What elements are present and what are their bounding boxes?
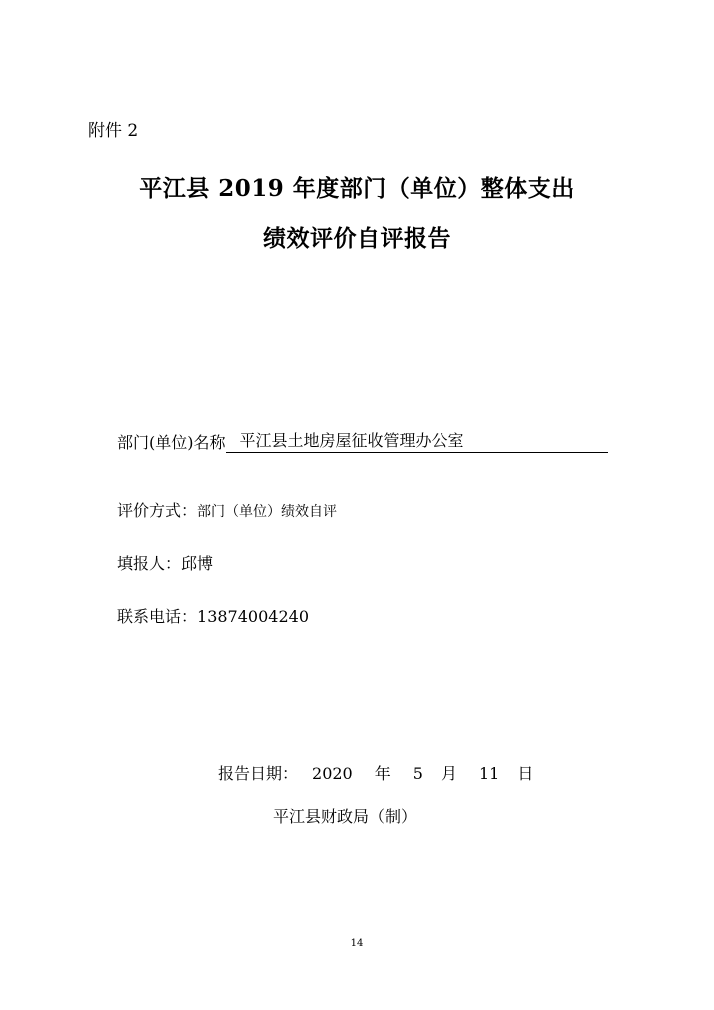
department-field xyxy=(117,428,608,453)
report-date xyxy=(218,761,533,784)
attachment-label: 附件 2 xyxy=(88,121,139,141)
phone-value: 13874004240 xyxy=(197,607,309,626)
report-title-line-1: 平江县 2019 年度部门（单位）整体支出 xyxy=(139,175,575,202)
filler-value: 邱博 xyxy=(181,554,214,573)
evaluation-method-label: 评价方式： xyxy=(117,501,198,520)
report-date-year-unit: 年 xyxy=(374,764,391,783)
report-date-label: 报告日期： xyxy=(218,764,299,783)
report-date-month-unit: 月 xyxy=(440,764,457,783)
department-value: 平江县土地房屋征收管理办公室 xyxy=(226,428,608,453)
evaluation-method-field xyxy=(117,498,337,521)
phone-field xyxy=(117,604,309,627)
report-date-month: 5 xyxy=(412,764,423,783)
page-number: 14 xyxy=(350,938,364,949)
evaluation-method-value: 部门（单位）绩效自评 xyxy=(197,504,338,520)
report-date-day-unit: 日 xyxy=(517,764,534,783)
report-title-line-2: 绩效评价自评报告 xyxy=(263,225,451,252)
issuer: 平江县财政局（制） xyxy=(273,807,418,826)
phone-label: 联系电话： xyxy=(117,607,198,626)
filler-field xyxy=(117,551,213,574)
filler-label: 填报人： xyxy=(117,554,182,573)
report-date-year: 2020 xyxy=(312,764,353,783)
report-date-day: 11 xyxy=(478,764,500,783)
department-label: 部门(单位)名称 xyxy=(117,433,226,452)
